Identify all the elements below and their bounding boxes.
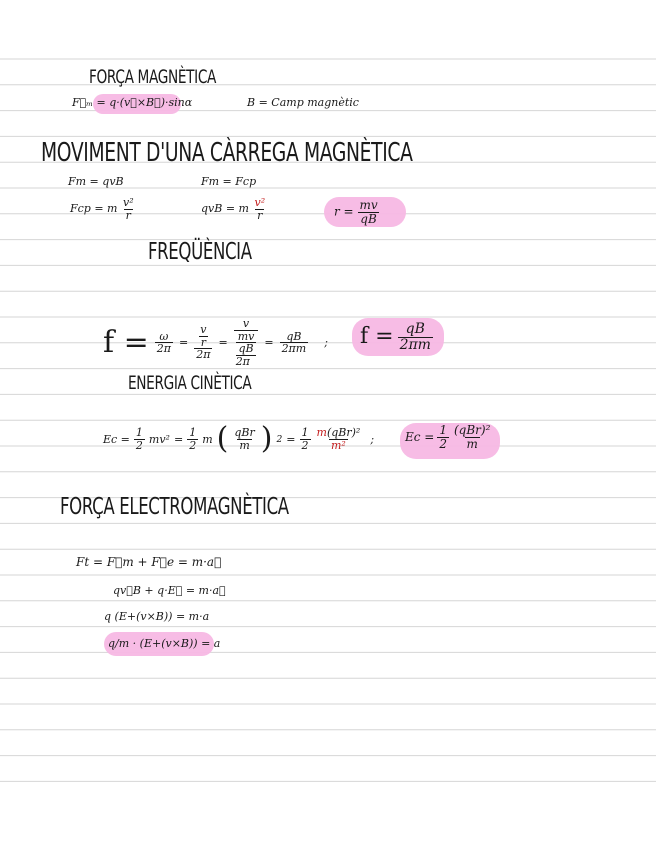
result-fraction — [398, 322, 433, 352]
half-c — [300, 427, 311, 451]
energy-derivation — [103, 421, 375, 456]
half-a — [134, 427, 145, 451]
heading-energia: ENERGIA CINÈTICA — [128, 372, 252, 394]
heading-electromagnetica: FORÇA ELECTROMAGNÈTICA — [60, 494, 289, 520]
magnetic-force-formula: F⃗ₘ = q·(v⃗×B⃗)·sinα — [72, 96, 193, 109]
equals-e1: = — [173, 432, 184, 446]
m2: m² — [330, 438, 346, 452]
two-pi: 2π — [156, 342, 172, 356]
formula-radius-result — [334, 199, 380, 225]
ec-lhs: Ec = — [103, 432, 130, 446]
v-over-mvqb-over-2pi — [234, 318, 259, 367]
mv: mv — [237, 329, 255, 343]
two-pi-c: 2π — [236, 355, 257, 368]
two-pi-b: 2π — [196, 348, 211, 362]
qbr: qBr — [234, 425, 255, 439]
half-b-den: 2 — [189, 438, 197, 452]
result-half-den: 2 — [439, 436, 447, 451]
half-a-den: 2 — [135, 438, 143, 452]
equals-3: = — [264, 336, 274, 350]
m-factor: m — [202, 432, 213, 446]
energy-separator: ; — [370, 432, 375, 446]
qvb-den: r — [257, 208, 263, 222]
heading-forca-magnetica: FORÇA MAGNÈTICA — [89, 66, 217, 88]
equals-1: = — [179, 336, 189, 350]
heading-frequencia: FREQÜÈNCIA — [148, 239, 252, 265]
frequency-derivation — [103, 318, 328, 367]
v-b: v — [242, 317, 250, 330]
result-num: qB — [405, 321, 425, 337]
magnetic-field-note: B = Camp magnètic — [247, 96, 359, 109]
mv-squared: mv² — [148, 432, 170, 446]
em-force-line1: Ft = F⃗m + F⃗e = m·a⃗ — [76, 555, 222, 569]
radius-fraction — [357, 199, 379, 225]
paren-open: ( — [216, 421, 229, 456]
qvb-fraction — [252, 197, 267, 221]
result-half-num: 1 — [439, 423, 447, 437]
equals-e2: = — [286, 432, 296, 446]
em-force-line3: q (E+(v×B)) = m·a — [104, 610, 210, 623]
qbr-over-m — [232, 427, 256, 451]
omega: ω — [159, 329, 169, 343]
radius-num: mv — [359, 198, 378, 212]
heading-moviment: MOVIMENT D'UNA CÀRREGA MAGNÈTICA — [41, 138, 413, 168]
energy-result — [405, 424, 492, 450]
formula-fm-qvb: Fm = qvB — [68, 175, 124, 188]
qvb-lhs: qvB = m — [201, 202, 249, 216]
result-m: m — [466, 436, 478, 451]
qvb-num: v² — [254, 196, 266, 209]
em-force-line4: q/m · (E+(v×B)) = a — [108, 637, 221, 650]
result-f-symbol: f = — [360, 324, 394, 350]
result-ec-lhs: Ec = — [405, 430, 435, 445]
qbr2-over-m2 — [315, 427, 363, 451]
result-qbr-over-m — [452, 424, 492, 450]
w-over-2pi — [155, 331, 173, 355]
qb-num: qB — [286, 329, 302, 343]
formula-fm-fcp: Fm = Fcp — [201, 175, 257, 188]
formula-qvb-m — [201, 197, 267, 221]
radius-lhs: r = — [334, 204, 354, 219]
v-a: v — [200, 323, 207, 337]
v-over-r — [196, 324, 210, 348]
v-over-r-over-2pi — [194, 324, 212, 361]
frequency-result — [360, 322, 433, 352]
mv-over-qb-over-2pi — [234, 330, 259, 368]
result-den: 2πm — [399, 336, 431, 353]
two-pi-m: 2πm — [281, 342, 307, 356]
qb-over-2pim — [280, 331, 309, 355]
fcp-num: v² — [122, 196, 134, 209]
half-c-num: 1 — [301, 425, 309, 439]
square-exp: 2 — [276, 433, 283, 445]
fcp-fraction — [121, 197, 136, 221]
half-b-num: 1 — [189, 425, 197, 439]
fcp-den: r — [125, 208, 131, 222]
f-symbol: f = — [103, 324, 149, 360]
result-qbr: (qBr)² — [454, 423, 491, 437]
half-a-num: 1 — [135, 425, 143, 439]
half-b — [187, 427, 198, 451]
separator: ; — [324, 336, 328, 350]
em-force-line2: qv⃗B + q·E⃗ = m·a⃗ — [113, 584, 226, 597]
radius-den: qB — [360, 211, 377, 226]
paren-close: ) — [260, 421, 273, 456]
half-c-den: 2 — [301, 438, 309, 452]
formula-fcp — [70, 197, 136, 221]
equals-2: = — [218, 336, 228, 350]
qb: qB — [238, 342, 254, 356]
qbr2: m(qBr)² — [316, 425, 361, 439]
result-half — [437, 424, 449, 450]
r-a: r — [200, 335, 206, 349]
m-den: m — [239, 438, 250, 452]
fcp-lhs: Fcp = m — [70, 202, 118, 216]
